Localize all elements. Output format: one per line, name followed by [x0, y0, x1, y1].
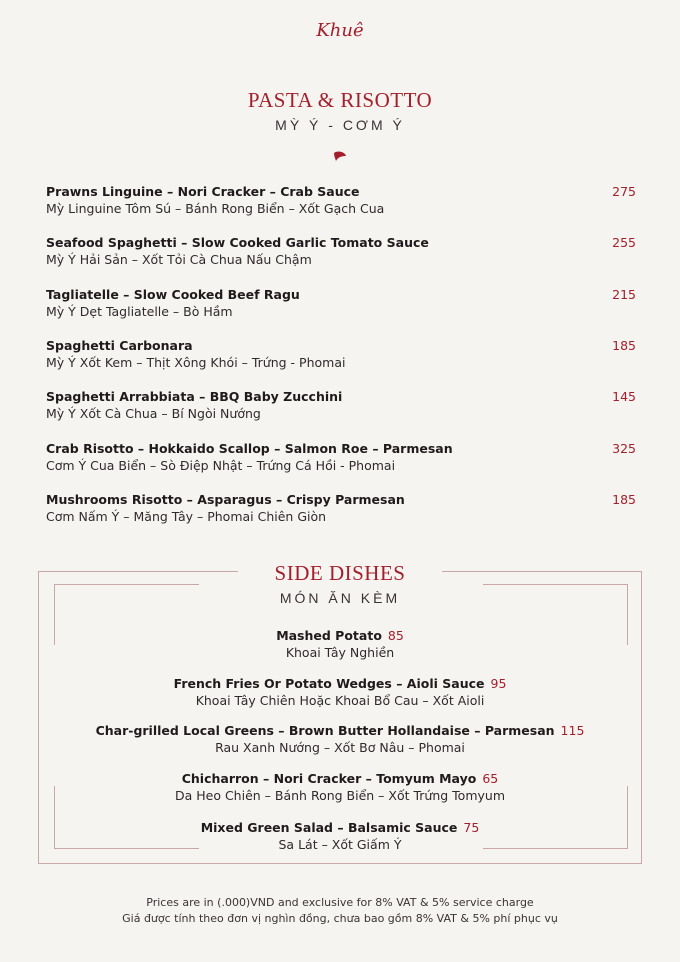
menu-item-vi: Mỳ Ý Dẹt Tagliatelle – Bò Hầm [46, 304, 233, 319]
side-item-price: 115 [560, 723, 585, 738]
footer-note-en: Prices are in (.000)VND and exclusive for 8% VAT & 5% service charge [146, 896, 534, 909]
side-item [40, 770, 640, 804]
frame-line [38, 863, 642, 864]
brand-logo: Khuê [316, 20, 364, 41]
menu-item-name: Crab Risotto – Hokkaido Scallop – Salmon Roe – Parmesan [46, 441, 453, 456]
frame-line [38, 571, 39, 863]
menu-item-name: Mushrooms Risotto – Asparagus – Crispy Parmesan [46, 492, 405, 507]
side-item [40, 819, 640, 853]
menu-item-name: Tagliatelle – Slow Cooked Beef Ragu [46, 287, 300, 302]
menu-item-price: 185 [612, 338, 636, 353]
side-item-price: 85 [387, 628, 404, 643]
menu-item-price: 185 [612, 492, 636, 507]
menu-item-name: Spaghetti Arrabbiata – BBQ Baby Zucchini [46, 389, 343, 404]
frame-line [641, 571, 642, 863]
menu-item-vi: Mỳ Ý Hải Sản – Xốt Tỏi Cà Chua Nấu Chậm [46, 252, 312, 267]
side-item [40, 675, 640, 709]
menu-item [46, 388, 636, 422]
menu-item [46, 440, 636, 474]
side-item-name: Chicharron – Nori Cracker – Tomyum Mayo [181, 771, 477, 786]
menu-item-price: 325 [612, 441, 636, 456]
side-item-price: 75 [463, 820, 480, 835]
menu-item [46, 286, 636, 320]
side-item-vi: Khoai Tây Chiên Hoặc Khoai Bổ Cau – Xốt Aioli [195, 693, 485, 708]
menu-item-price: 275 [612, 184, 636, 199]
pasta-section-subtitle: MỲ Ý - CƠM Ý [275, 117, 405, 133]
menu-item-name: Seafood Spaghetti – Slow Cooked Garlic Tomato Sauce [46, 235, 429, 250]
sides-section-subtitle: MÓN ĂN KÈM [279, 590, 401, 606]
menu-item [46, 234, 636, 268]
menu-item-name: Prawns Linguine – Nori Cracker – Crab Sauce [46, 184, 360, 199]
side-item-price: 65 [482, 771, 499, 786]
side-item-price: 95 [490, 676, 507, 691]
pasta-section-title: PASTA & RISOTTO [247, 88, 433, 112]
side-item [40, 722, 640, 756]
side-item-vi: Rau Xanh Nướng – Xốt Bơ Nâu – Phomai [215, 740, 465, 755]
menu-item-vi: Mỳ Linguine Tôm Sú – Bánh Rong Biển – Xốt Gạch Cua [46, 201, 385, 216]
menu-item-vi: Cơm Ý Cua Biển – Sò Điệp Nhật – Trứng Cá Hồi - Phomai [46, 458, 396, 473]
menu-item [46, 491, 636, 525]
menu-item-vi: Cơm Nấm Ý – Măng Tây – Phomai Chiên Giòn [46, 509, 327, 524]
side-item-vi: Sa Lát – Xốt Giấm Ý [278, 837, 402, 852]
side-item-vi: Khoai Tây Nghiền [285, 645, 395, 660]
menu-item [46, 183, 636, 217]
side-item-name: Mashed Potato [276, 628, 382, 643]
menu-item [46, 337, 636, 371]
menu-item-vi: Mỳ Ý Xốt Cà Chua – Bí Ngòi Nướng [46, 406, 261, 421]
menu-item-price: 215 [612, 287, 636, 302]
leaf-icon [333, 150, 347, 162]
side-item-name: French Fries Or Potato Wedges – Aioli Sauce [173, 676, 485, 691]
sides-section-title: SIDE DISHES [274, 561, 406, 585]
menu-item-vi: Mỳ Ý Xốt Kem – Thịt Xông Khói – Trứng - Phomai [46, 355, 346, 370]
menu-item-price: 255 [612, 235, 636, 250]
side-item-name: Mixed Green Salad – Balsamic Sauce [200, 820, 458, 835]
menu-item-price: 145 [612, 389, 636, 404]
side-item [40, 627, 640, 661]
side-item-name: Char-grilled Local Greens – Brown Butter Hollandaise – Parmesan [95, 723, 555, 738]
footer-note-vi: Giá được tính theo đơn vị nghìn đồng, chưa bao gồm 8% VAT & 5% phí phục vụ [122, 912, 558, 925]
side-item-vi: Da Heo Chiên – Bánh Rong Biển – Xốt Trứng Tomyum [174, 788, 506, 803]
menu-item-name: Spaghetti Carbonara [46, 338, 193, 353]
